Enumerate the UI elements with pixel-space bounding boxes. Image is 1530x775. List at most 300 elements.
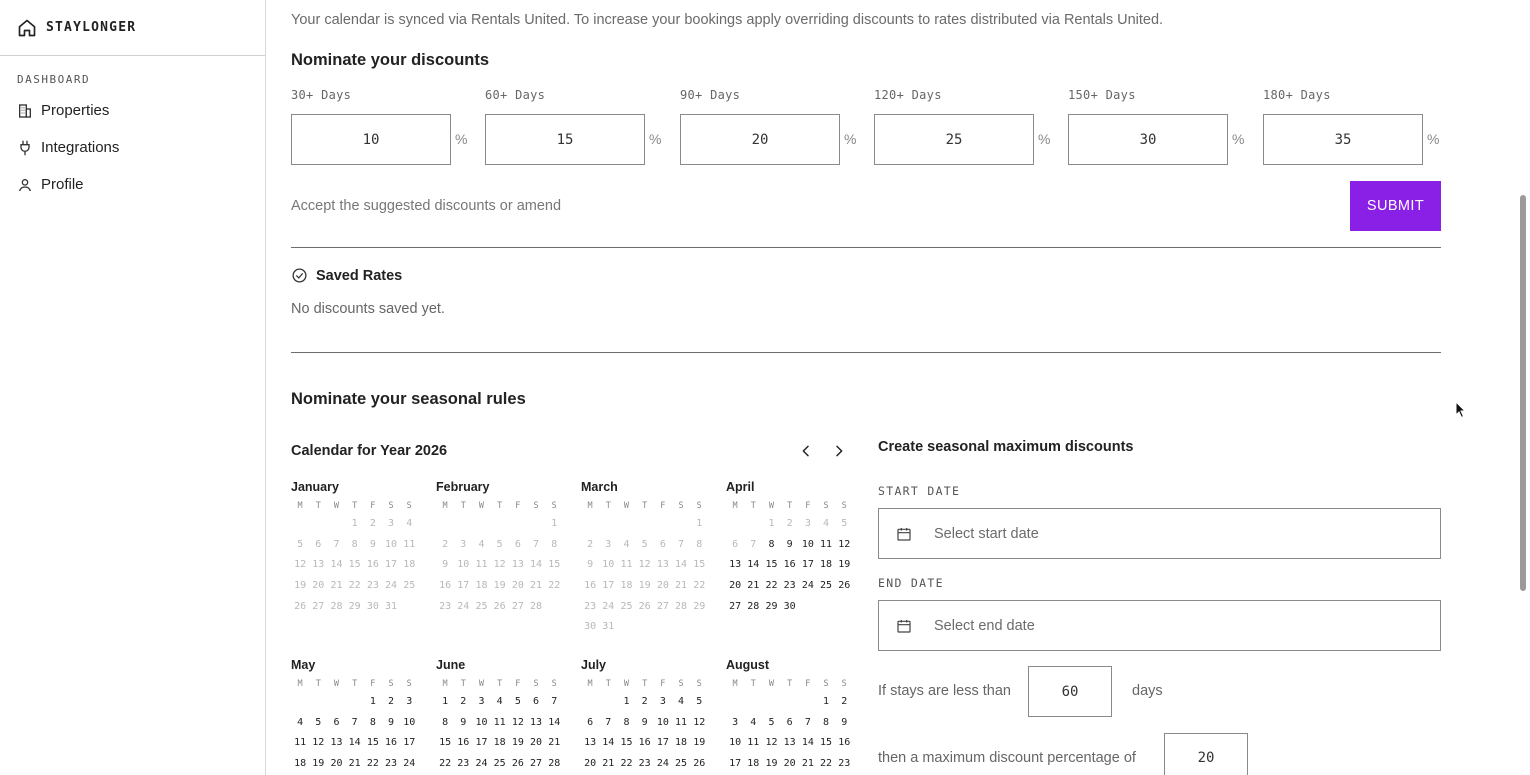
weekday-header: S (696, 501, 702, 511)
calendar-day[interactable]: 3 (659, 696, 666, 707)
calendar-day[interactable]: 24 (475, 758, 488, 770)
calendar-day[interactable]: 15 (620, 737, 633, 749)
calendar-day[interactable]: 19 (693, 737, 706, 749)
calendar-day[interactable]: 22 (620, 758, 633, 770)
calendar-day: 23 (366, 580, 379, 592)
month-name: June (436, 658, 466, 672)
calendar-day[interactable]: 26 (693, 758, 706, 770)
month-august (726, 658, 856, 775)
calendar-day[interactable]: 18 (675, 737, 688, 749)
calendar-empty-cell (599, 514, 617, 535)
calendar-empty-cell (291, 692, 309, 713)
calendar-day: 21 (530, 580, 543, 592)
calendar-day[interactable]: 5 (514, 696, 521, 707)
calendar-day[interactable]: 14 (747, 559, 760, 571)
calendar-empty-cell (744, 692, 762, 713)
weekday-header: W (478, 679, 485, 689)
calendar-day[interactable]: 23 (783, 580, 796, 592)
home-icon (17, 18, 37, 38)
calendar-day[interactable]: 7 (351, 716, 358, 728)
calendar-day[interactable]: 30 (783, 600, 796, 612)
calendar-empty-cell (309, 514, 327, 535)
weekday-header: S (533, 501, 539, 511)
discount-150 (1068, 88, 1262, 148)
month-grid (436, 679, 566, 775)
end-date-placeholder: Select end date (934, 617, 1035, 634)
discount-input[interactable]: 35 (1263, 114, 1423, 165)
discount-30 (291, 88, 485, 148)
sidebar-item-profile[interactable] (0, 166, 265, 203)
month-grid (581, 501, 711, 638)
discounts-title: Nominate your discounts (291, 51, 490, 69)
calendar-day: 6 (659, 538, 666, 550)
calendar-day[interactable]: 7 (551, 696, 558, 707)
calendar-day[interactable]: 28 (747, 600, 760, 612)
weekday-header: T (605, 679, 611, 689)
calendar-day: 7 (533, 538, 540, 550)
calendar-day: 26 (294, 600, 307, 612)
calendar-day[interactable]: 8 (623, 716, 630, 728)
weekday-header: S (388, 501, 394, 511)
calendar-day[interactable]: 11 (675, 716, 688, 728)
scrollbar-thumb[interactable] (1520, 195, 1526, 591)
saved-rates-title: Saved Rates (316, 267, 403, 284)
calendar-day: 16 (584, 580, 597, 592)
seasonal-title: Nominate your seasonal rules (291, 390, 526, 408)
calendar-day[interactable]: 6 (333, 716, 340, 728)
calendar-day[interactable]: 21 (348, 758, 361, 770)
calendar-day[interactable]: 10 (801, 538, 814, 550)
calendar-day: 1 (551, 518, 558, 529)
calendar-day[interactable]: 12 (312, 737, 325, 749)
calendar-day[interactable]: 12 (838, 538, 851, 550)
month-name: January (291, 480, 339, 494)
calendar-day: 14 (530, 559, 543, 571)
calendar-day: 24 (602, 600, 615, 612)
calendar-day[interactable]: 16 (838, 737, 851, 749)
calendar-day[interactable]: 14 (348, 737, 361, 749)
sync-info-text: Your calendar is synced via Rentals United. To increase your bookings apply overriding discounts to rates distributed via Rentals United. (291, 12, 1164, 28)
calendar-day[interactable]: 7 (804, 716, 811, 728)
month-name: July (581, 658, 607, 672)
calendar-day[interactable]: 20 (330, 758, 343, 770)
calendar-day[interactable]: 20 (783, 758, 796, 770)
calendar-day[interactable]: 22 (439, 758, 452, 770)
weekday-header: M (297, 501, 303, 511)
calendar-day[interactable]: 12 (511, 716, 524, 728)
chevron-left-icon[interactable] (798, 443, 814, 459)
weekday-header: S (551, 501, 557, 511)
calendar-day[interactable]: 8 (369, 716, 376, 728)
percent-sign: % (1427, 131, 1440, 147)
calendar-day: 19 (493, 580, 506, 592)
calendar-day: 3 (388, 518, 395, 529)
calendar-day[interactable]: 4 (297, 716, 304, 728)
calendar-day[interactable]: 8 (768, 538, 775, 550)
calendar-day: 2 (442, 538, 449, 550)
calendar-day[interactable]: 1 (823, 696, 830, 707)
stays-suffix-text: days (1132, 683, 1163, 699)
weekday-header: T (352, 679, 358, 689)
discount-180 (1263, 88, 1457, 148)
percent-sign: % (649, 131, 662, 147)
sidebar-item-label: Profile (41, 176, 84, 193)
calendar-day: 9 (587, 559, 594, 571)
saved-rates-toggle[interactable] (291, 267, 402, 284)
calendar-day[interactable]: 13 (584, 737, 597, 749)
calendar-day[interactable]: 18 (747, 758, 760, 770)
weekday-header: T (460, 679, 466, 689)
calendar-day[interactable]: 19 (765, 758, 778, 770)
calendar-day[interactable]: 15 (765, 559, 778, 571)
weekday-header: W (333, 501, 340, 511)
calendar-day[interactable]: 22 (765, 580, 778, 592)
calendar-day: 2 (587, 538, 594, 550)
calendar-day: 2 (786, 518, 793, 529)
calendar-day[interactable]: 23 (457, 758, 470, 770)
calendar-day[interactable]: 28 (548, 758, 561, 770)
calendar-day[interactable]: 6 (533, 696, 540, 707)
calendar-day: 31 (385, 600, 398, 612)
calendar-day[interactable]: 20 (530, 737, 543, 749)
seasonal-form-title: Create seasonal maximum discounts (878, 439, 1134, 455)
calendar-day: 11 (475, 559, 488, 571)
calendar-day: 27 (511, 600, 524, 612)
calendar-empty-cell (599, 692, 617, 713)
calendar-day[interactable]: 17 (729, 758, 742, 770)
calendar-day[interactable]: 8 (823, 716, 830, 728)
weekday-header: T (787, 501, 793, 511)
weekday-header: M (442, 679, 448, 689)
calendar-empty-cell (327, 514, 345, 535)
weekday-header: S (406, 501, 412, 511)
calendar-day[interactable]: 5 (696, 696, 703, 707)
calendar-day[interactable]: 6 (786, 716, 793, 728)
calendar-day: 20 (656, 580, 669, 592)
month-grid (726, 501, 856, 617)
month-name: March (581, 480, 618, 494)
scrollbar[interactable] (1517, 0, 1530, 775)
brand-name: STAYLONGER (46, 20, 137, 35)
calendar-day[interactable]: 16 (638, 737, 651, 749)
calendar-day[interactable]: 19 (312, 758, 325, 770)
calendar-empty-cell (581, 692, 599, 713)
max-discount-input[interactable]: 20 (1164, 733, 1248, 775)
sidebar-item-properties[interactable] (0, 92, 265, 129)
calendar-day: 21 (330, 580, 343, 592)
calendar-day[interactable]: 19 (511, 737, 524, 749)
calendar-day[interactable]: 10 (403, 716, 416, 728)
calendar-day[interactable]: 9 (388, 716, 395, 728)
calendar-day: 15 (693, 559, 706, 571)
calendar-day: 6 (732, 538, 739, 550)
weekday-header: W (623, 679, 630, 689)
calendar-day[interactable]: 13 (783, 737, 796, 749)
divider (291, 247, 1441, 248)
calendar-empty-cell (762, 692, 780, 713)
discount-label: 90+ Days (680, 88, 741, 102)
weekday-header: T (642, 679, 648, 689)
calendar-empty-cell (654, 514, 672, 535)
month-july (581, 658, 711, 775)
calendar-day[interactable]: 9 (841, 716, 848, 728)
calendar-day: 1 (351, 518, 358, 529)
calendar-day: 17 (602, 580, 615, 592)
calendar-day[interactable]: 21 (548, 737, 561, 749)
calendar-day: 5 (841, 518, 848, 529)
calendar-day[interactable]: 29 (765, 600, 778, 612)
weekday-header: F (370, 679, 376, 689)
calendar-day[interactable]: 9 (786, 538, 793, 550)
weekday-header: T (497, 501, 503, 511)
calendar-day[interactable]: 15 (439, 737, 452, 749)
calendar-day[interactable]: 9 (460, 716, 467, 728)
calendar-day[interactable]: 7 (605, 716, 612, 728)
calendar-day[interactable]: 11 (493, 716, 506, 728)
weekday-header: T (750, 501, 756, 511)
calendar-day[interactable]: 18 (294, 758, 307, 770)
calendar-day[interactable]: 14 (801, 737, 814, 749)
calendar-day[interactable]: 27 (530, 758, 543, 770)
calendar-day[interactable]: 18 (493, 737, 506, 749)
percent-sign: % (455, 131, 468, 147)
calendar-day: 22 (548, 580, 561, 592)
calendar-day[interactable]: 26 (511, 758, 524, 770)
discount-input[interactable]: 10 (291, 114, 451, 165)
discount-label: 30+ Days (291, 88, 352, 102)
calendar-day[interactable]: 6 (587, 716, 594, 728)
calendar-day[interactable]: 2 (641, 696, 648, 707)
calendar-day: 31 (602, 621, 615, 633)
weekday-header: F (805, 501, 811, 511)
calendar-day: 28 (330, 600, 343, 612)
calendar-day: 22 (693, 580, 706, 592)
calendar-day[interactable]: 10 (729, 737, 742, 749)
calendar-day: 16 (439, 580, 452, 592)
divider (291, 352, 1441, 353)
calendar-day[interactable]: 13 (530, 716, 543, 728)
calendar-day[interactable]: 12 (765, 737, 778, 749)
calendar-day[interactable]: 17 (403, 737, 416, 749)
calendar-day[interactable]: 24 (656, 758, 669, 770)
accept-hint: Accept the suggested discounts or amend (291, 198, 562, 214)
discount-input[interactable]: 15 (485, 114, 645, 165)
mouse-cursor-icon (1455, 401, 1467, 419)
calendar-day: 4 (823, 518, 830, 529)
weekday-header: W (623, 501, 630, 511)
calendar-day[interactable]: 11 (747, 737, 760, 749)
calendar-empty-cell (491, 514, 509, 535)
calendar-day[interactable]: 10 (475, 716, 488, 728)
calendar-day[interactable]: 24 (801, 580, 814, 592)
calendar-day[interactable]: 17 (656, 737, 669, 749)
calendar-day: 6 (514, 538, 521, 550)
calendar-day[interactable]: 26 (838, 580, 851, 592)
user-icon (17, 177, 33, 193)
weekday-header: S (678, 501, 684, 511)
calendar-empty-cell (346, 692, 364, 713)
calendar-day[interactable]: 11 (820, 538, 833, 550)
calendar-day: 18 (620, 580, 633, 592)
calendar-day[interactable]: 18 (820, 559, 833, 571)
calendar-day[interactable]: 27 (729, 600, 742, 612)
calendar-day: 10 (457, 559, 470, 571)
calendar-day[interactable]: 25 (675, 758, 688, 770)
sidebar-item-label: Integrations (41, 139, 120, 156)
calendar-day[interactable]: 21 (602, 758, 615, 770)
check-circle-icon (291, 267, 308, 284)
calendar-day[interactable]: 5 (768, 716, 775, 728)
calendar-empty-cell (781, 692, 799, 713)
discount-label: 150+ Days (1068, 88, 1136, 102)
calendar-day[interactable]: 24 (403, 758, 416, 770)
calendar-day: 30 (366, 600, 379, 612)
calendar-day[interactable]: 25 (493, 758, 506, 770)
weekday-header: T (497, 679, 503, 689)
discount-input[interactable]: 25 (874, 114, 1034, 165)
calendar-day[interactable]: 3 (478, 696, 485, 707)
calendar-day: 12 (638, 559, 651, 571)
chevron-right-icon[interactable] (831, 443, 847, 459)
month-grid (291, 679, 421, 775)
calendar-empty-cell (327, 692, 345, 713)
discount-input[interactable]: 20 (680, 114, 840, 165)
percent-sign: % (844, 131, 857, 147)
weekday-header: M (442, 501, 448, 511)
calendar-day[interactable]: 22 (366, 758, 379, 770)
calendar-day[interactable]: 23 (385, 758, 398, 770)
calendar-empty-cell (527, 514, 545, 535)
calendar-day: 13 (656, 559, 669, 571)
weekday-header: M (732, 501, 738, 511)
calendar-day[interactable]: 17 (475, 737, 488, 749)
calendar-day: 17 (385, 559, 398, 571)
calendar-day: 14 (330, 559, 343, 571)
weekday-header: T (315, 679, 321, 689)
month-name: May (291, 658, 316, 672)
calendar-day: 13 (511, 559, 524, 571)
calendar-day: 13 (312, 559, 325, 571)
calendar-day[interactable]: 1 (623, 696, 630, 707)
calendar-day[interactable]: 8 (442, 716, 449, 728)
start-date-input[interactable] (878, 508, 1441, 559)
calendar-day: 11 (620, 559, 633, 571)
calendar-day: 28 (530, 600, 543, 612)
calendar-empty-cell (309, 692, 327, 713)
submit-button[interactable]: SUBMIT (1350, 181, 1441, 231)
calendar-day[interactable]: 21 (801, 758, 814, 770)
calendar-day[interactable]: 12 (693, 716, 706, 728)
calendar-day[interactable]: 14 (548, 716, 561, 728)
calendar-day: 23 (584, 600, 597, 612)
calendar-day[interactable]: 23 (838, 758, 851, 770)
calendar-day: 8 (351, 538, 358, 550)
calendar-day: 21 (675, 580, 688, 592)
calendar-day[interactable]: 2 (841, 696, 848, 707)
discount-input[interactable]: 30 (1068, 114, 1228, 165)
calendar-day[interactable]: 22 (820, 758, 833, 770)
percent-sign: % (1232, 131, 1245, 147)
month-grid (291, 501, 421, 617)
month-may (291, 658, 421, 775)
calendar-day: 18 (403, 559, 416, 571)
stays-prefix-text: If stays are less than (878, 683, 1011, 699)
calendar-day: 25 (403, 580, 416, 592)
calendar-icon (896, 526, 912, 542)
month-april (726, 480, 856, 617)
calendar-day: 3 (804, 518, 811, 529)
calendar-day[interactable]: 15 (820, 737, 833, 749)
plug-icon (17, 140, 33, 156)
calendar-day[interactable]: 16 (783, 559, 796, 571)
calendar-day[interactable]: 2 (460, 696, 467, 707)
calendar-day[interactable]: 3 (732, 716, 739, 728)
calendar-day: 24 (457, 600, 470, 612)
sidebar-item-integrations[interactable] (0, 129, 265, 166)
calendar-day[interactable]: 2 (388, 696, 395, 707)
calendar-day: 18 (475, 580, 488, 592)
weekday-header: S (841, 679, 847, 689)
calendar-day[interactable]: 4 (750, 716, 757, 728)
calendar-day[interactable]: 17 (801, 559, 814, 571)
calendar-day[interactable]: 21 (747, 580, 760, 592)
calendar-day: 16 (366, 559, 379, 571)
max-discount-prefix-text: then a maximum discount percentage of (878, 750, 1136, 766)
calendar-day[interactable]: 23 (638, 758, 651, 770)
calendar-day: 17 (457, 580, 470, 592)
calendar-day[interactable]: 16 (457, 737, 470, 749)
discount-label: 180+ Days (1263, 88, 1331, 102)
calendar-day: 8 (551, 538, 558, 550)
calendar-day[interactable]: 11 (294, 737, 307, 749)
calendar-icon (896, 618, 912, 634)
calendar-day: 7 (750, 538, 757, 550)
calendar-day[interactable]: 14 (602, 737, 615, 749)
stays-days-input[interactable]: 60 (1028, 666, 1112, 717)
month-june (436, 658, 566, 775)
weekday-header: F (660, 501, 666, 511)
brand-header[interactable] (0, 0, 265, 56)
calendar-day[interactable]: 25 (820, 580, 833, 592)
calendar-day: 9 (442, 559, 449, 571)
calendar-day[interactable]: 15 (366, 737, 379, 749)
calendar-day[interactable]: 5 (315, 716, 322, 728)
calendar-day[interactable]: 1 (369, 696, 376, 707)
calendar-day: 23 (439, 600, 452, 612)
calendar-day[interactable]: 19 (838, 559, 851, 571)
calendar-day: 25 (475, 600, 488, 612)
calendar-day[interactable]: 4 (496, 696, 503, 707)
end-date-input[interactable] (878, 600, 1441, 651)
calendar-day[interactable]: 16 (385, 737, 398, 749)
calendar-day[interactable]: 3 (406, 696, 413, 707)
calendar-day[interactable]: 13 (729, 559, 742, 571)
calendar-day[interactable]: 4 (678, 696, 685, 707)
month-name: April (726, 480, 755, 494)
calendar-day: 27 (312, 600, 325, 612)
calendar-day[interactable]: 1 (442, 696, 449, 707)
calendar-day: 7 (333, 538, 340, 550)
calendar-day[interactable]: 20 (729, 580, 742, 592)
calendar-day[interactable]: 9 (641, 716, 648, 728)
weekday-header: W (333, 679, 340, 689)
calendar-day: 28 (675, 600, 688, 612)
calendar-day: 9 (369, 538, 376, 550)
calendar-day[interactable]: 13 (330, 737, 343, 749)
calendar-empty-cell (581, 514, 599, 535)
calendar-day[interactable]: 10 (656, 716, 669, 728)
calendar-day[interactable]: 20 (584, 758, 597, 770)
